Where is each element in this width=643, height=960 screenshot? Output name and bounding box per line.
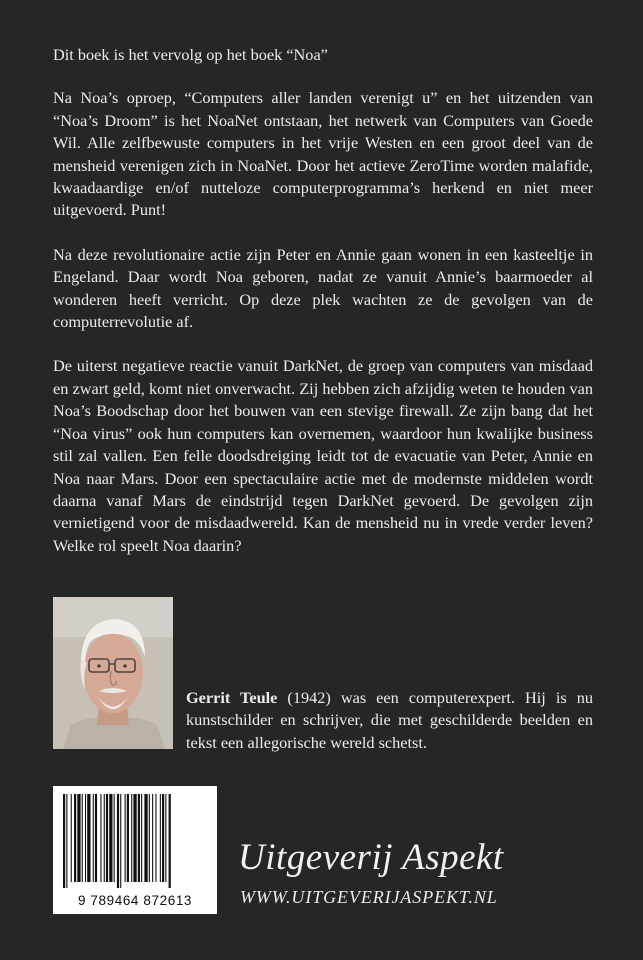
barcode-number: 9 789464 872613	[77, 893, 193, 908]
publisher-website: WWW.UITGEVERIJASPEKT.NL	[240, 887, 498, 907]
blurb-paragraph-3: De uiterst negatieve reactie vanuit DarkNet, de groep van computers van misdaad en zwart geld, komt niet onverwacht. Zij hebben zich afzijdig weten te houden van Noa’s Boodschap door het bouwen van een stevige firewall. Ze zijn bang dat het “Noa virus” ook hun computers kan overnemen, waardoor hun kwalijke business stil zal vallen. Een felle doodsdreiging leidt tot de evacuatie van Peter, Annie en Noa naar Mars. Door een spectaculaire actie met de modernste middelen wordt daarna vanaf Mars de eindstrijd tegen DarkNet gevoerd. De gevolgen zijn vernietigend voor de misdaadwereld. Kan de mensheid nu in vrede verder leven? Welke rol speelt Noa daarin?	[53, 356, 593, 555]
publisher-logo: Uitgeverij Aspekt	[238, 837, 504, 878]
author-bio-text: (1942) was een computerexpert. Hij is nu kunstschilder en schrijver, die met geschilderde beelden en tekst een allegorische wereld schetst.	[186, 688, 593, 752]
blurb-paragraph-2: Na deze revolutionaire actie zijn Peter en Annie gaan wonen in een kasteeltje in Engeland. Daar wordt Noa geboren, nadat ze vanuit Annie’s baarmoeder al wonderen heeft verricht. Op deze plek wachten ze de gevolgen van de computerrevolutie af.	[53, 244, 593, 332]
author-photo	[53, 597, 173, 749]
author-name: Gerrit Teule	[186, 688, 278, 707]
isbn-barcode	[53, 786, 217, 914]
back-cover-blurb	[53, 44, 593, 579]
blurb-intro: Dit boek is het vervolg op het boek “Noa”	[53, 45, 328, 64]
blurb-paragraph-1: Na Noa’s oproep, “Computers aller landen verenigt u” en het uitzenden van “Noa’s Droom” is het NoaNet ontstaan, het netwerk van Computers van Goede Wil. Alle zelfbewuste computers in het vrije Westen en een groot deel van de mensheid verenigen zich in NoaNet. Door het actieve ZeroTime worden malafide, kwaadaardige en/of nutteloze computerprogramma’s herkend en niet meer uitgevoerd. Punt!	[53, 88, 593, 220]
barcode-bars	[61, 794, 209, 888]
author-bio	[186, 687, 593, 754]
